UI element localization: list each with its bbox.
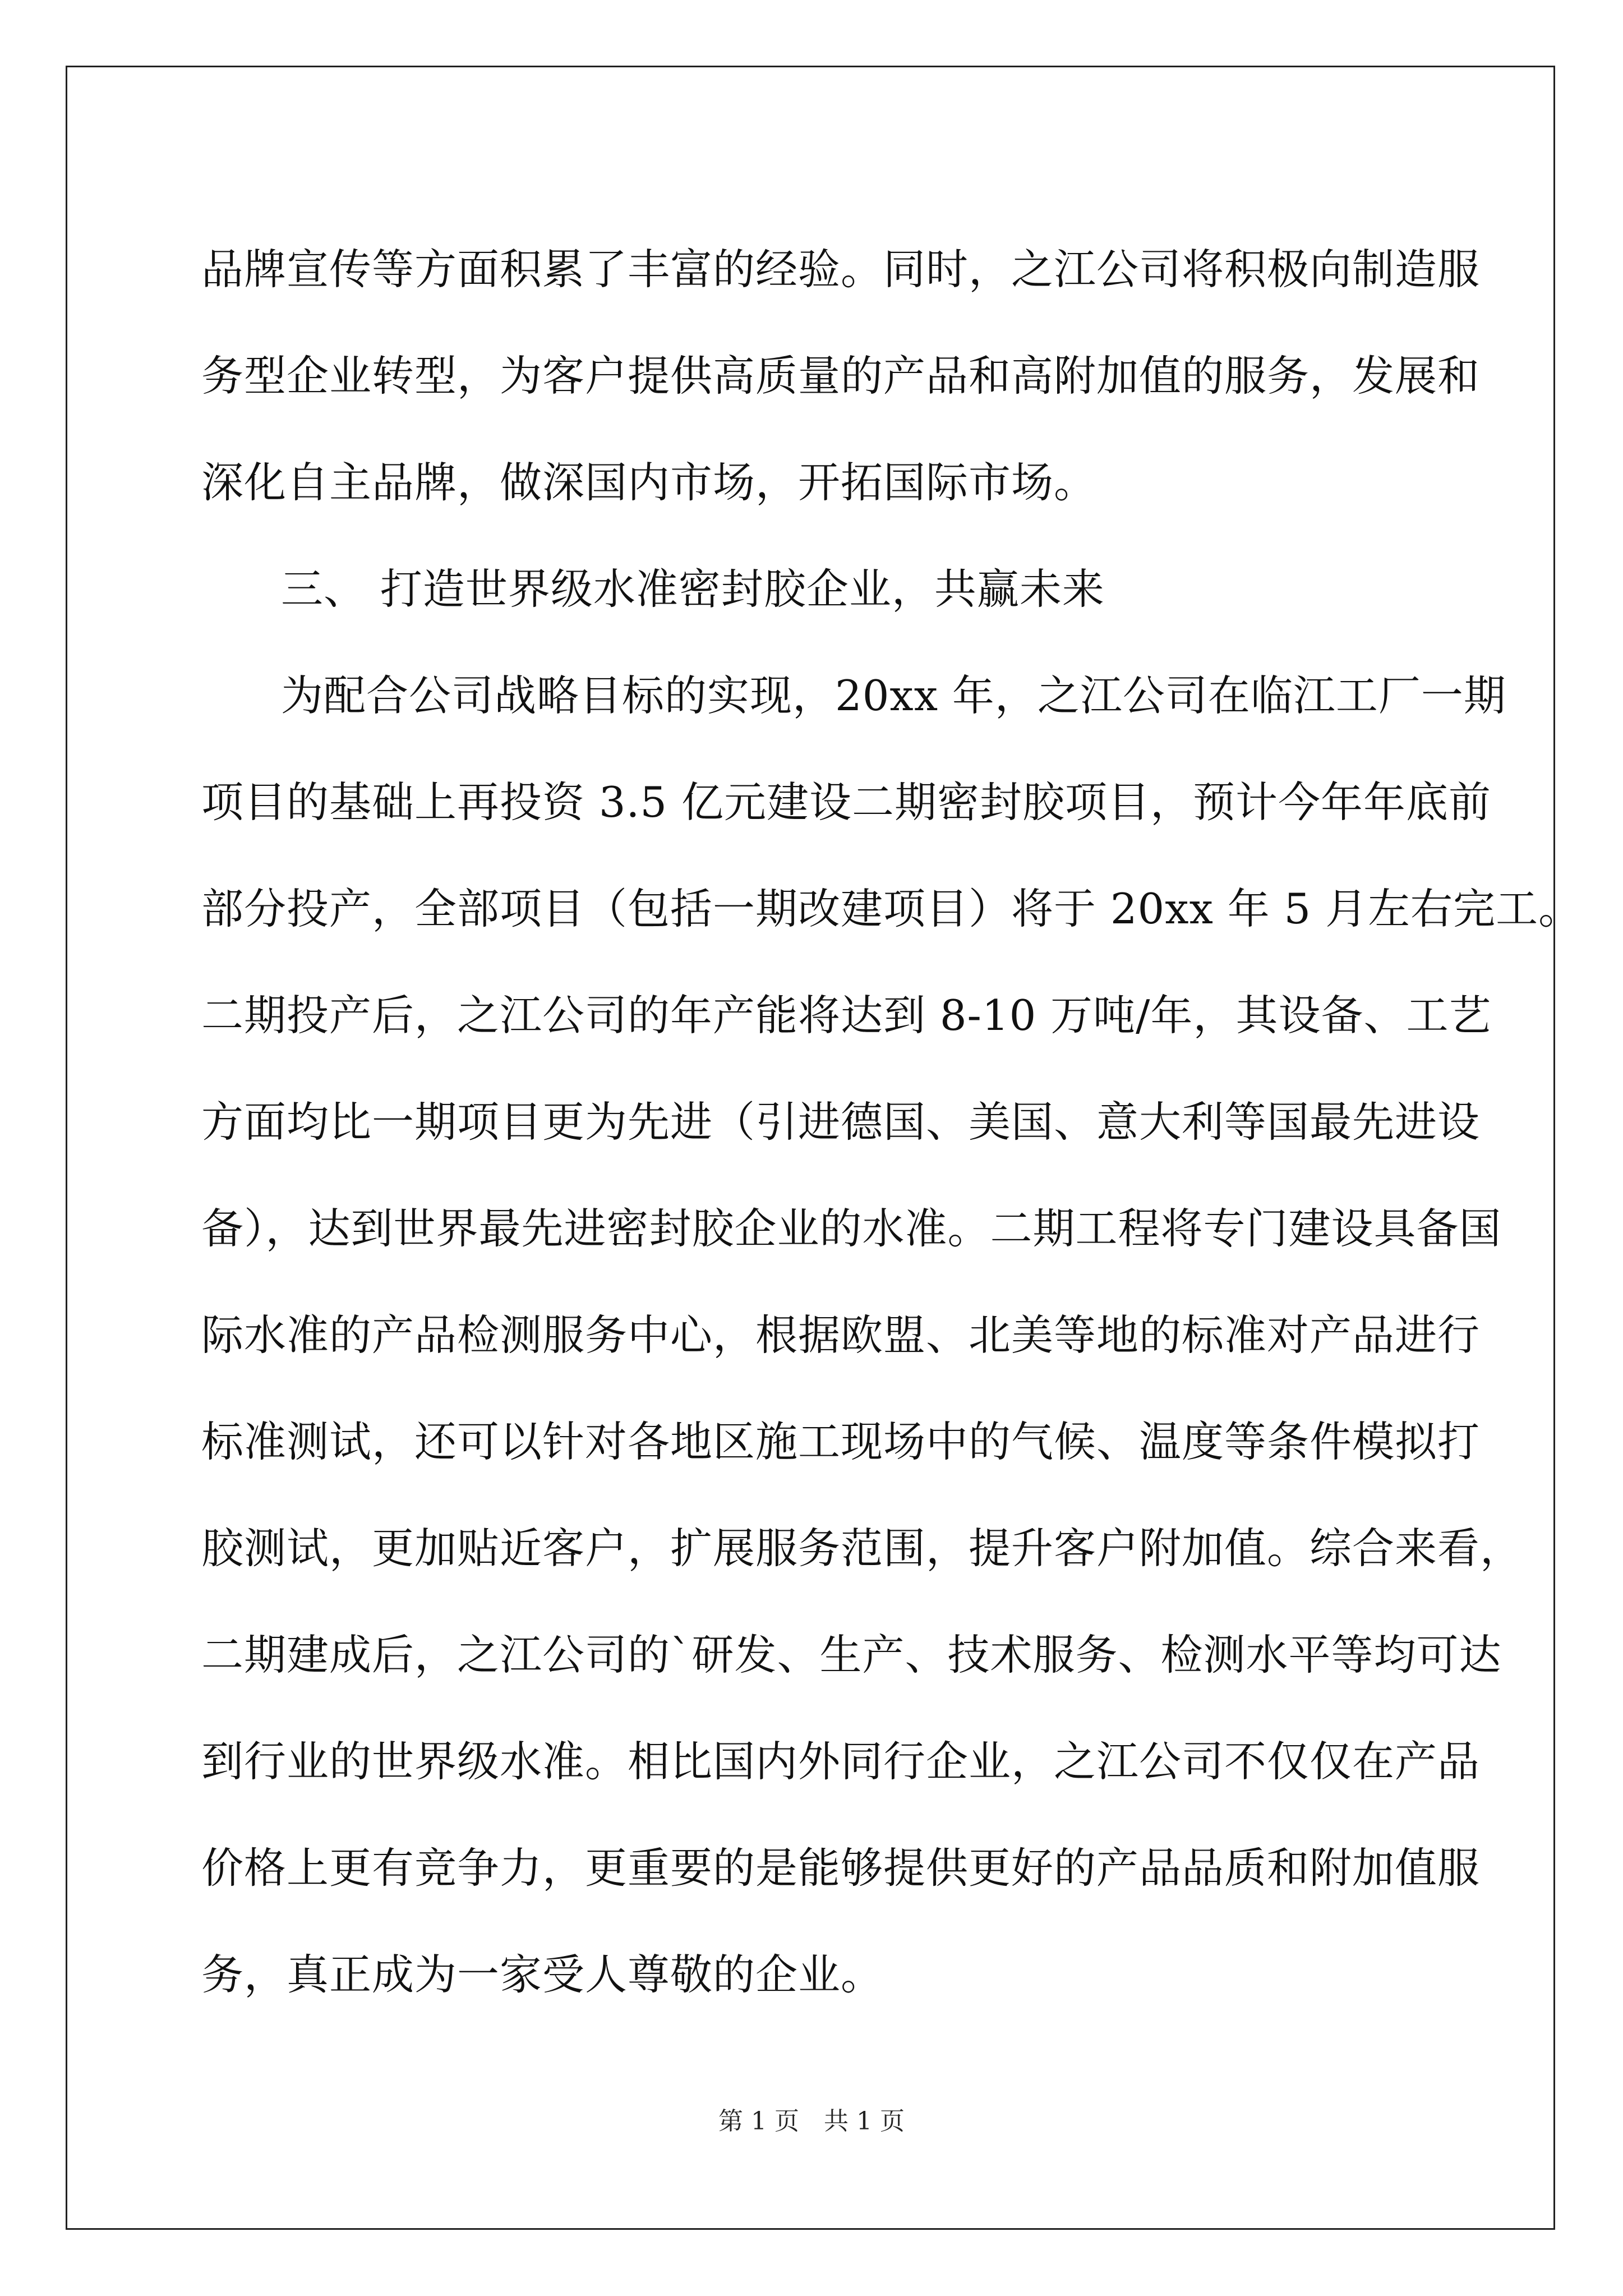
text-line: 到行业的世界级水准。相比国内外同行企业，之江公司不仅仅在产品	[201, 1737, 1481, 1786]
text-line: 标准测试，还可以针对各地区施工现场中的气候、温度等条件模拟打	[201, 1417, 1481, 1466]
text-line: 务型企业转型，为客户提供高质量的产品和高附加值的服务，发展和	[201, 351, 1481, 401]
text-line: 品牌宣传等方面积累了丰富的经验。同时，之江公司将积极向制造服	[201, 245, 1481, 294]
text-line: 务，真正成为一家受人尊敬的企业。	[201, 1950, 884, 1999]
text-line: 部分投产，全部项目（包括一期改建项目）将于 20xx 年 5 月左右完工。	[201, 884, 1581, 933]
text-line: 项目的基础上再投资 3.5 亿元建设二期密封胶项目，预计今年年底前	[201, 777, 1491, 827]
text-line: 为配合公司战略目标的实现，20xx 年，之江公司在临江工厂一期	[281, 671, 1506, 720]
text-line: 际水准的产品检测服务中心，根据欧盟、北美等地的标准对产品进行	[201, 1310, 1481, 1360]
text-line: 胶测试，更加贴近客户，扩展服务范围，提升客户附加值。综合来看，	[201, 1524, 1523, 1573]
document-body	[201, 216, 1581, 2028]
text-line: 方面均比一期项目更为先进（引进德国、美国、意大利等国最先进设	[201, 1097, 1481, 1147]
section-heading: 三、 打造世界级水准密封胶企业，共赢未来	[281, 564, 1105, 614]
text-line: 备），达到世界最先进密封胶企业的水准。二期工程将专门建设具备国	[201, 1204, 1502, 1253]
text-line: 二期建成后，之江公司的`研发、生产、技术服务、检测水平等均可达	[201, 1630, 1502, 1680]
page-number-footer: 第 1 页 共 1 页	[718, 2107, 905, 2136]
text-line: 深化自主品牌，做深国内市场，开拓国际市场。	[201, 458, 1097, 507]
text-line: 二期投产后，之江公司的年产能将达到 8-10 万吨/年，其设备、工艺	[201, 991, 1492, 1040]
text-line: 价格上更有竞争力，更重要的是能够提供更好的产品品质和附加值服	[201, 1843, 1481, 1893]
